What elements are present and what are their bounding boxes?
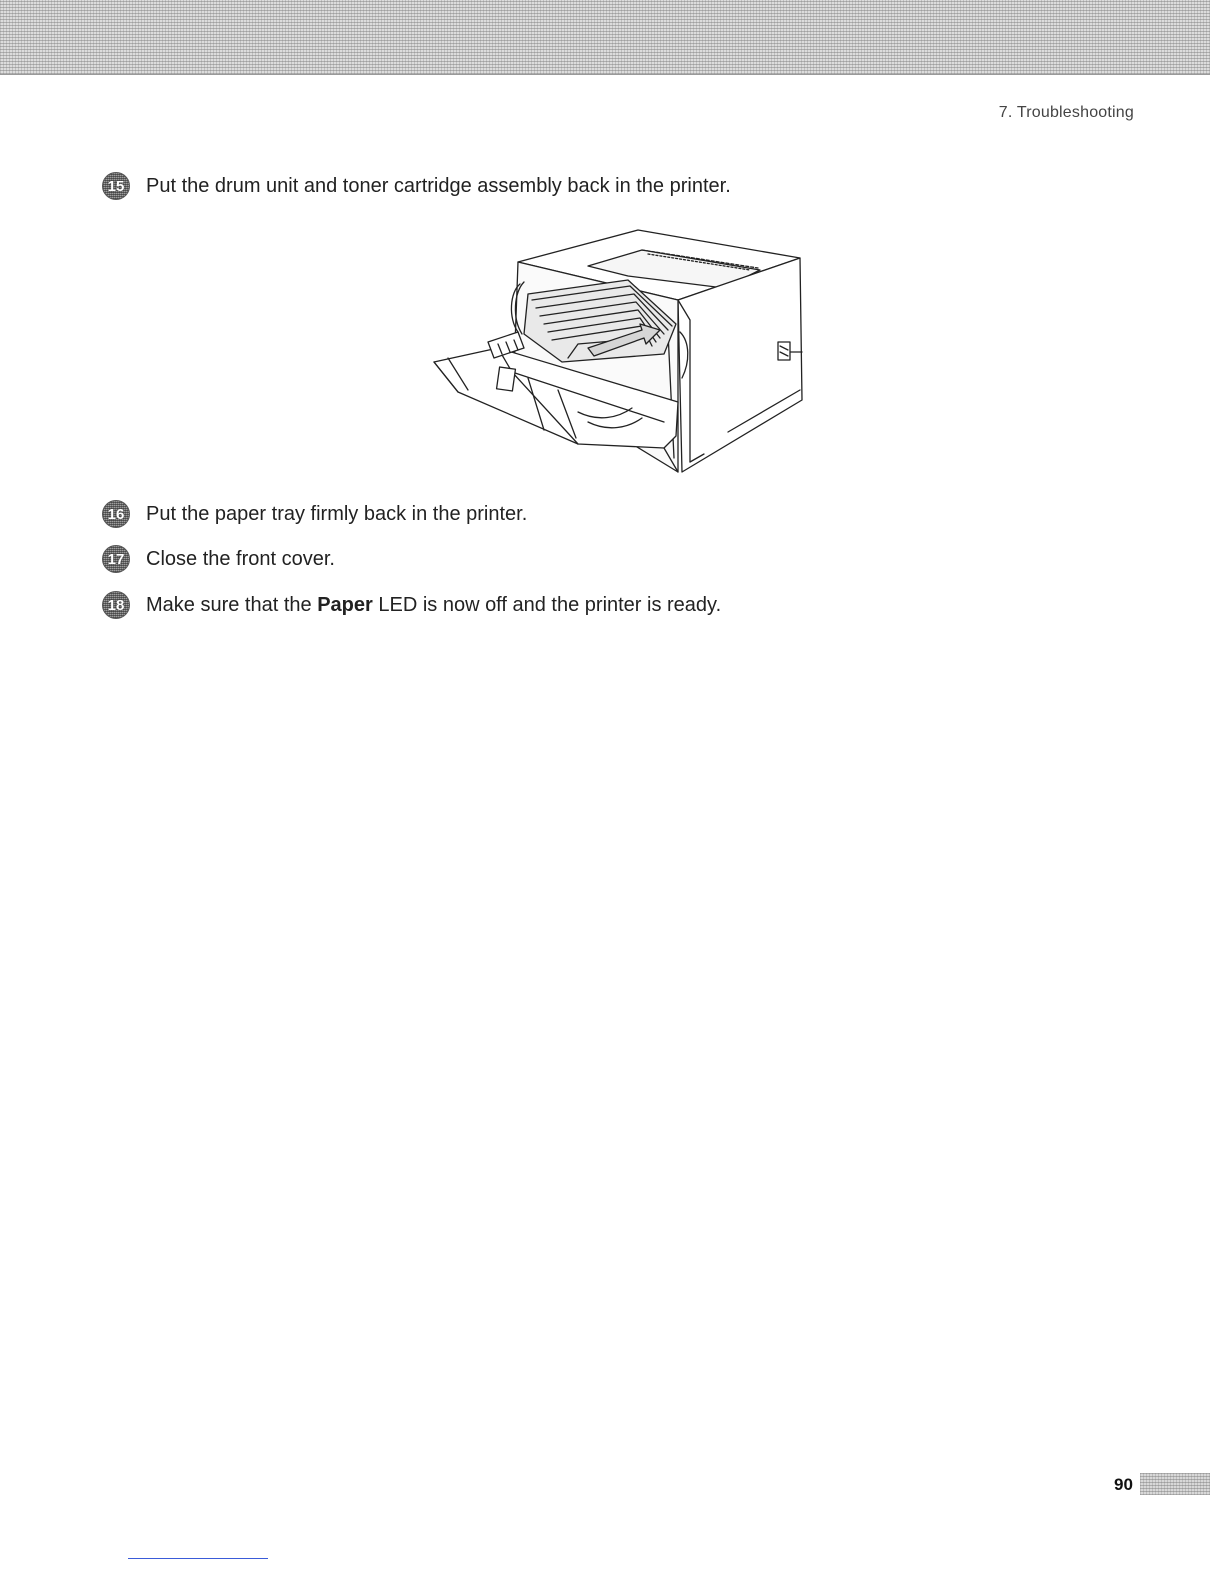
header-decorative-band	[0, 0, 1210, 75]
step-number-badge: 15	[102, 172, 130, 200]
step-text: Put the drum unit and toner cartridge assembly back in the printer.	[146, 174, 731, 197]
page-number: 90	[1114, 1475, 1133, 1494]
paper-led-label: Paper	[317, 593, 373, 616]
step-text: Close the front cover.	[146, 547, 335, 570]
step-number-badge: 16	[102, 500, 130, 528]
printer-illustration	[428, 222, 812, 474]
step-text-before: Make sure that the	[146, 593, 318, 616]
step-18	[102, 591, 721, 619]
step-number-badge: 17	[102, 545, 130, 573]
step-number-badge: 18	[102, 591, 130, 619]
chapter-header: 7. Troubleshooting	[998, 104, 1134, 121]
footer-rule	[128, 1558, 268, 1559]
step-16	[102, 500, 527, 528]
step-text: Put the paper tray firmly back in the printer.	[146, 502, 528, 525]
page-number-decorative-band	[1140, 1473, 1210, 1495]
step-15	[102, 172, 731, 200]
step-17	[102, 545, 335, 573]
step-text-after: LED is now off and the printer is ready.	[372, 593, 722, 616]
step-text	[146, 594, 721, 617]
